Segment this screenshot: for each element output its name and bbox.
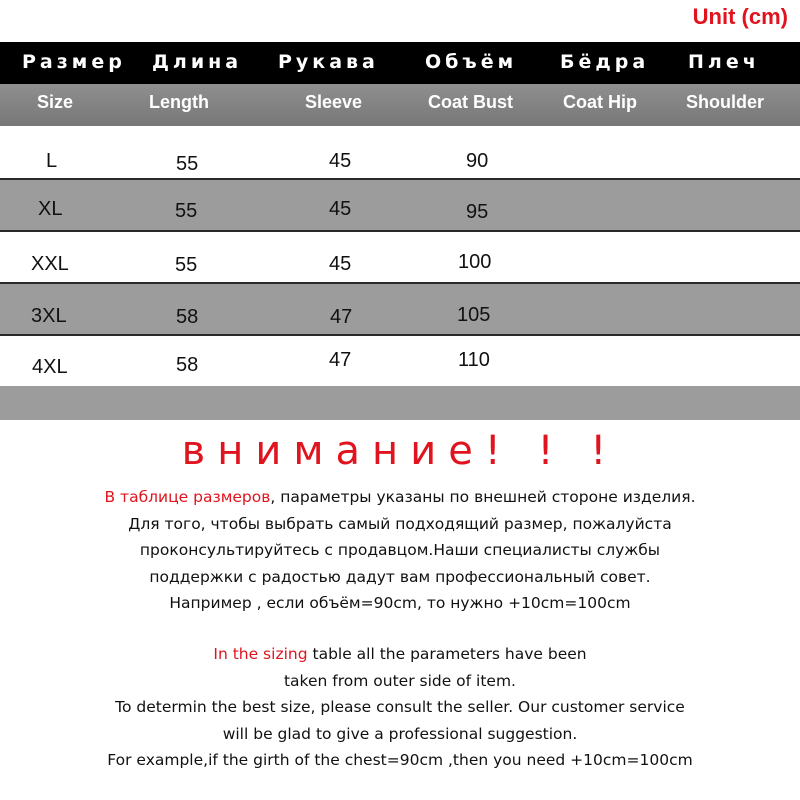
table-row	[0, 284, 800, 336]
header-ru-sleeve: Рукава	[278, 51, 379, 73]
cell-sleeve: 47	[330, 306, 353, 328]
header-russian	[0, 42, 800, 84]
notice-russian	[0, 484, 800, 617]
cell-sleeve: 47	[329, 349, 352, 371]
cell-length: 58	[176, 354, 199, 376]
header-en-size: Size	[37, 92, 74, 112]
cell-length: 55	[176, 153, 199, 175]
notice-ru-highlight: В таблице размеров	[104, 488, 271, 506]
cell-length: 58	[176, 306, 199, 328]
cell-sleeve: 45	[329, 253, 352, 275]
notice-en-line-5: For example,if the girth of the chest=90cm ,then you need +10cm=100cm	[107, 751, 693, 769]
cell-size: XXL	[31, 253, 69, 275]
notice-ru-line-1	[0, 484, 800, 511]
cell-bust: 110	[458, 349, 490, 371]
notice-en-line-4: will be glad to give a professional suggestion.	[222, 724, 578, 743]
notice-en-highlight: In the sizing	[213, 645, 308, 663]
cell-size: XL	[38, 198, 63, 220]
table-row	[0, 180, 800, 232]
notice-ru-line-4: поддержки с радостью дадут вам профессиональный совет.	[149, 567, 651, 586]
header-en-hip: Coat Hip	[563, 92, 637, 112]
notice-en-line-1	[0, 641, 800, 668]
header-ru-size: Размер	[22, 51, 126, 73]
notice-en-line-1-text: table all the parameters have been	[307, 645, 587, 663]
notice-ru-line-1-text: , параметры указаны по внешней стороне изделия.	[270, 488, 696, 506]
header-ru-shoulder: Плеч	[688, 51, 760, 73]
cell-sleeve: 45	[329, 198, 352, 220]
header-ru-length: Длина	[152, 51, 243, 73]
cell-size: L	[46, 150, 58, 172]
cell-bust: 90	[466, 150, 489, 172]
header-en-bust: Coat Bust	[428, 92, 513, 112]
cell-bust: 95	[466, 201, 489, 223]
notice-en-line-3: To determin the best size, please consult the seller. Our customer service	[115, 698, 685, 716]
attention-heading: внимание! ! !	[181, 428, 619, 474]
cell-sleeve: 45	[329, 150, 352, 172]
cell-size: 4XL	[32, 356, 68, 378]
table-row	[0, 336, 800, 386]
header-ru-bust: Объём	[425, 51, 518, 73]
table-row	[0, 232, 800, 284]
header-ru-hip: Бёдра	[560, 51, 650, 73]
table-row	[0, 128, 800, 180]
notice-ru-line-2: Для того, чтобы выбрать самый подходящий размер, пожалуйста	[128, 514, 672, 533]
cell-length: 55	[175, 254, 198, 276]
notice-en-line-2: taken from outer side of item.	[283, 671, 516, 690]
cell-bust: 105	[457, 304, 491, 326]
table-bottom-bar	[0, 386, 800, 420]
notice-english	[0, 641, 800, 774]
cell-size: 3XL	[31, 305, 67, 327]
header-en-shoulder: Shoulder	[686, 92, 765, 112]
cell-bust: 100	[458, 251, 492, 273]
cell-length: 55	[175, 200, 198, 222]
notice-ru-line-5: Например , если объём=90cm, то нужно +10cm=100cm	[169, 594, 631, 612]
notice-ru-line-3: проконсультируйтесь с продавцом.Наши специалисты службы	[139, 541, 661, 559]
header-english	[0, 84, 800, 126]
unit-label: Unit (cm)	[692, 4, 788, 29]
header-en-length: Length	[149, 92, 209, 112]
header-en-sleeve: Sleeve	[305, 92, 363, 112]
